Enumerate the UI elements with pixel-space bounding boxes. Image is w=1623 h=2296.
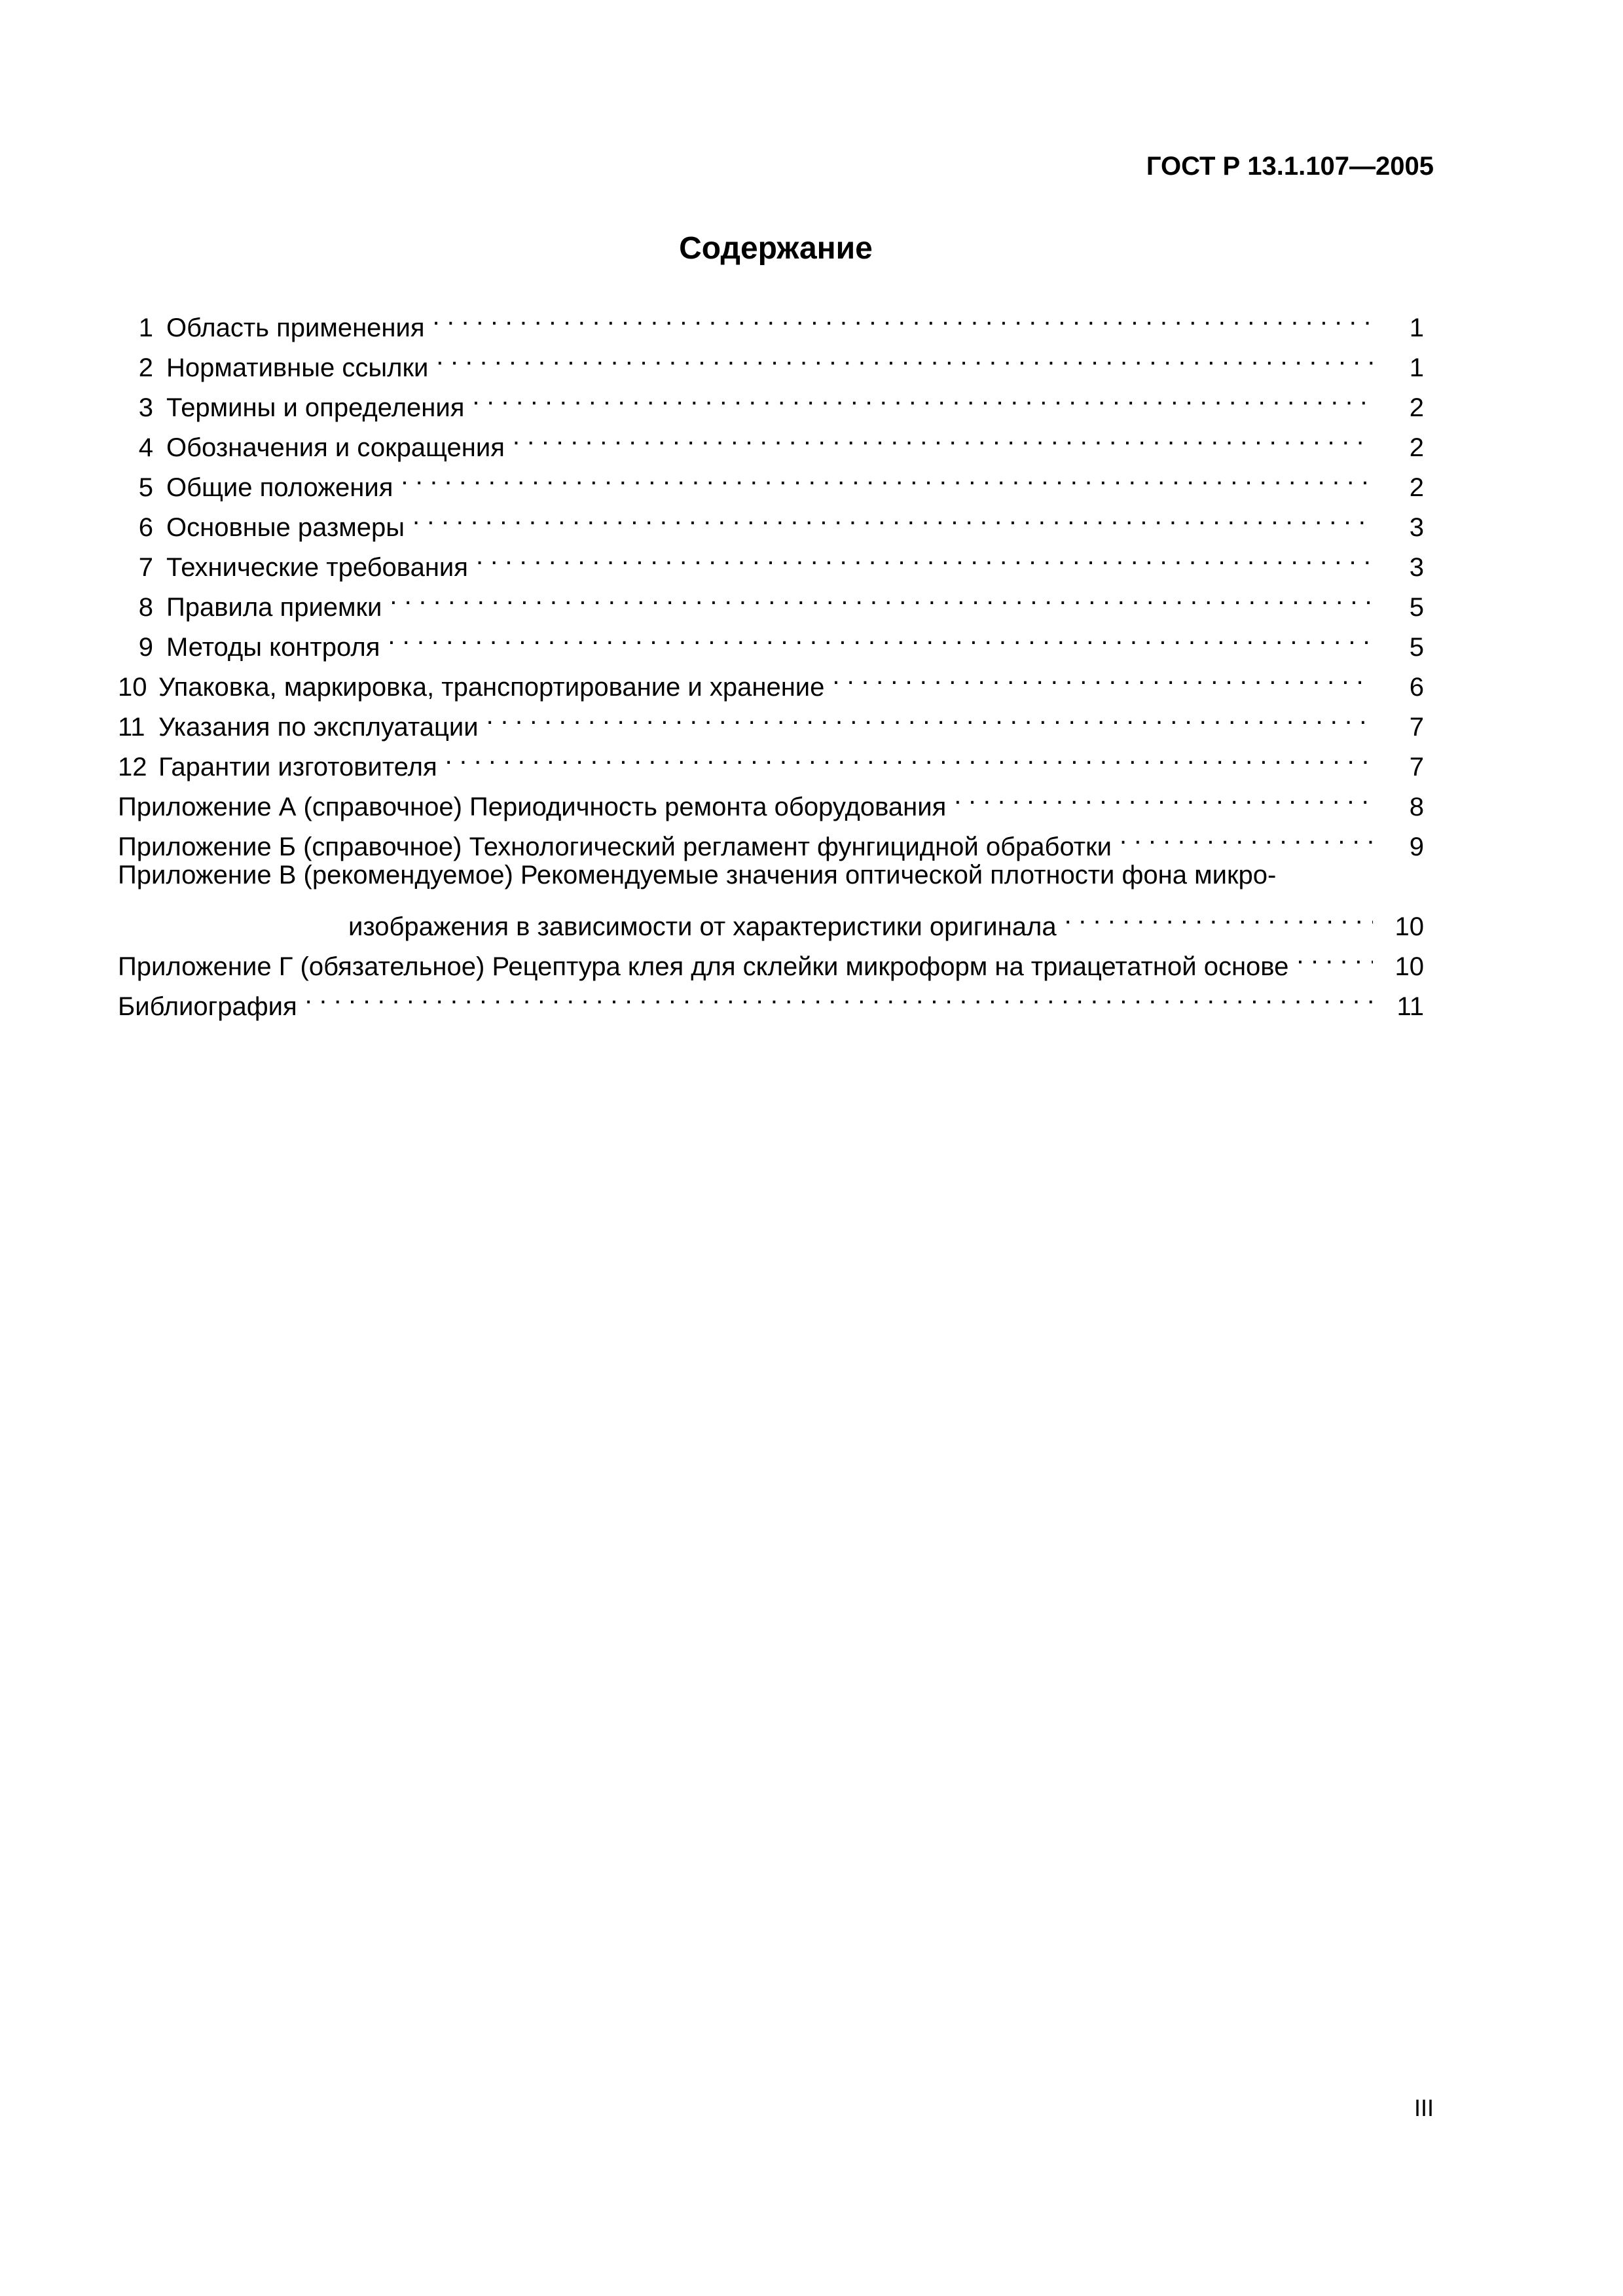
toc-entry-label: Библиография — [118, 992, 297, 1021]
toc-entry-number: 3 — [138, 393, 153, 422]
leader-dots — [390, 576, 1373, 616]
leader-dots — [436, 336, 1373, 376]
leader-dots — [513, 416, 1373, 456]
toc-entry-page: 10 — [1395, 912, 1424, 941]
toc-entry-page: 3 — [1409, 553, 1424, 582]
toc-entry-number: 12 — [118, 753, 147, 781]
toc-entry-number: 8 — [138, 593, 153, 622]
leader-dots — [832, 656, 1373, 696]
toc-entry-page: 1 — [1409, 353, 1424, 382]
toc-entry-1[interactable] — [118, 296, 1424, 342]
leader-dots — [412, 496, 1373, 536]
toc-entry-number: 2 — [138, 353, 153, 382]
toc-entry-number: 7 — [138, 553, 153, 582]
leader-dots — [472, 376, 1373, 416]
toc-entry-page: 3 — [1409, 513, 1424, 542]
toc-entry-number: 11 — [118, 713, 145, 742]
toc-entry-label-continued: изображения в зависимости от характеристики оригинала — [348, 912, 1057, 941]
toc-entry-label: Технические требования — [166, 553, 468, 582]
toc-entry-label: Методы контроля — [166, 633, 380, 662]
toc-entry-label: Термины и определения — [166, 393, 465, 422]
toc-entry-label: Область применения — [166, 314, 425, 342]
leader-dots — [1065, 895, 1373, 935]
toc-entry-page: 11 — [1396, 992, 1424, 1021]
toc-entry-label: Приложение Б (справочное) Технологический регламент фунгицидной обработки — [118, 833, 1112, 861]
toc-entry-label: Правила приемки — [166, 593, 382, 622]
toc-entry-label: Приложение В (рекомендуемое) Рекомендуемые значения оптической плотности фона микро- — [118, 861, 1277, 889]
toc-entry-page: 2 — [1409, 433, 1424, 462]
toc-entry-label: Указания по эксплуатации — [158, 713, 479, 742]
toc-entry-page: 2 — [1409, 393, 1424, 422]
document-code: ГОСТ Р 13.1.107—2005 — [1146, 152, 1434, 181]
toc-bibliography[interactable] — [118, 975, 1424, 1021]
toc-entry-page: 7 — [1409, 753, 1424, 781]
toc-entry-page: 5 — [1409, 633, 1424, 662]
toc-entry-number: 10 — [118, 673, 147, 702]
toc-entry-label: Приложение А (справочное) Периодичность ремонта оборудования — [118, 793, 947, 821]
leader-dots — [1120, 816, 1373, 855]
toc-entry-number: 5 — [138, 473, 153, 502]
toc-entry-number: 9 — [138, 633, 153, 662]
toc-entry-page: 10 — [1395, 952, 1424, 981]
leader-dots — [388, 616, 1373, 656]
toc-entry-label: Основные размеры — [166, 513, 405, 542]
table-of-contents — [118, 296, 1424, 1021]
leader-dots — [476, 536, 1373, 576]
toc-entry-page: 7 — [1409, 713, 1424, 742]
toc-entry-page: 5 — [1409, 593, 1424, 622]
toc-title: Содержание — [679, 231, 873, 266]
toc-entry-label: Общие положения — [166, 473, 393, 502]
toc-entry-page: 6 — [1409, 673, 1424, 702]
toc-entry-label: Упаковка, маркировка, транспортирование и хранение — [158, 673, 825, 702]
toc-entry-label: Нормативные ссылки — [166, 353, 429, 382]
toc-entry-page: 9 — [1409, 833, 1424, 861]
toc-entry-number: 1 — [138, 314, 153, 342]
leader-dots — [1296, 935, 1373, 975]
toc-appendix-v-continued[interactable] — [118, 895, 1424, 941]
toc-entry-label: Приложение Г (обязательное) Рецептура клея для склейки микроформ на триацетатной основе — [118, 952, 1289, 981]
toc-entry-page: 8 — [1409, 793, 1424, 821]
toc-appendix-v[interactable] — [118, 855, 1424, 895]
toc-entry-number: 4 — [138, 433, 153, 462]
toc-entry-page: 2 — [1409, 473, 1424, 502]
toc-entry-number: 6 — [138, 513, 153, 542]
leader-dots — [445, 736, 1373, 776]
leader-dots — [433, 296, 1373, 336]
leader-dots — [954, 776, 1373, 816]
leader-dots — [486, 696, 1373, 736]
toc-entry-label: Обозначения и сокращения — [166, 433, 505, 462]
leader-dots — [401, 456, 1373, 496]
leader-dots — [305, 975, 1373, 1015]
page-number: III — [1413, 2094, 1434, 2121]
toc-entry-label: Гарантии изготовителя — [158, 753, 437, 781]
toc-entry-page: 1 — [1409, 314, 1424, 342]
